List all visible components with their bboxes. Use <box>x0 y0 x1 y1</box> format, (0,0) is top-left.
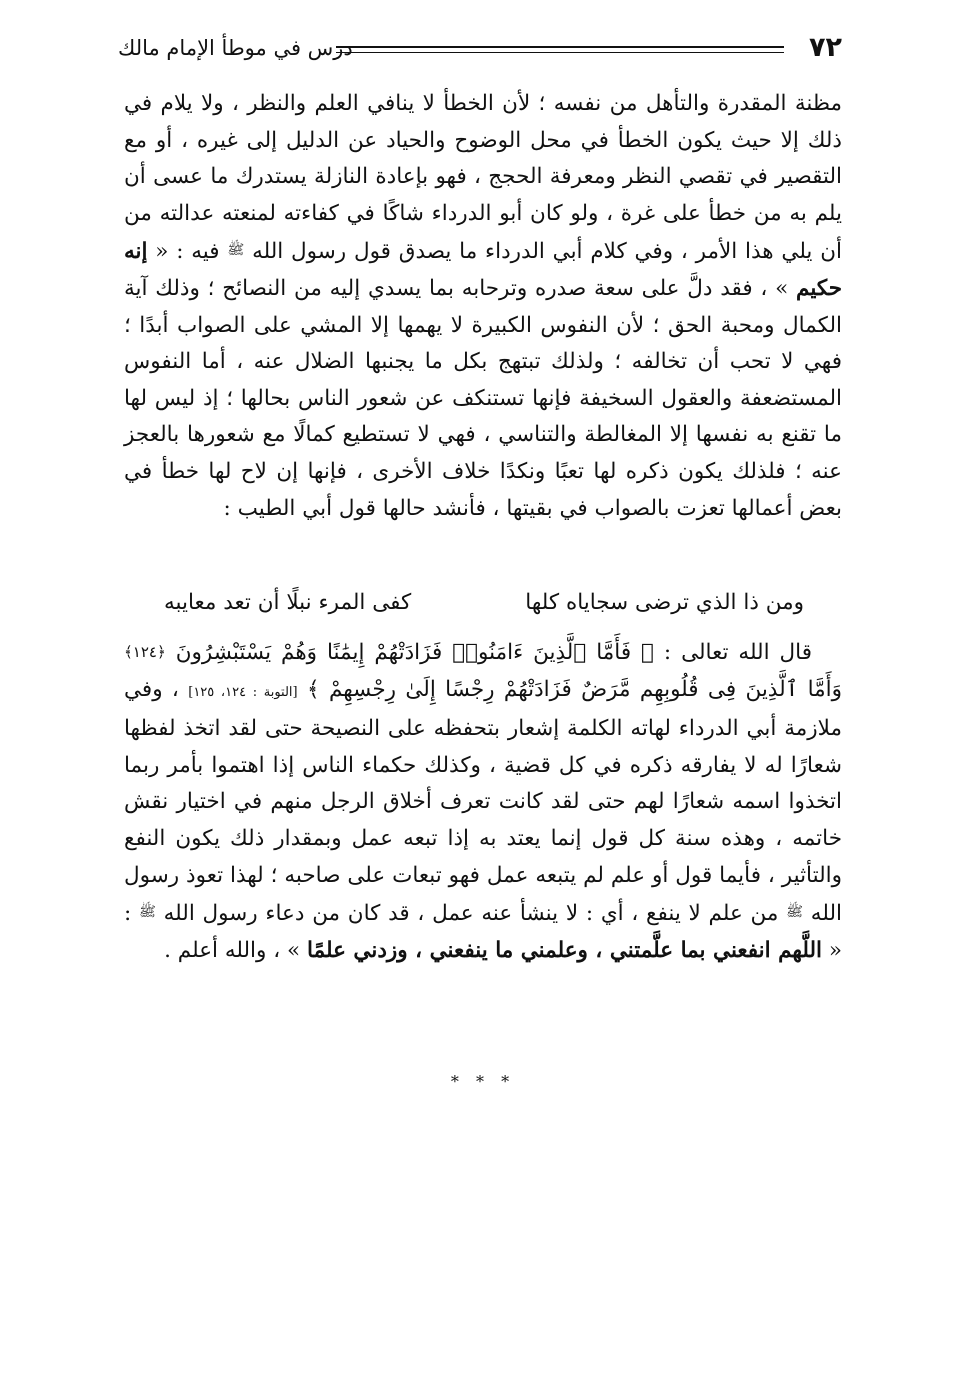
verse-reference: [التوبة : ١٢٤، ١٢٥] <box>188 684 298 700</box>
quran-verse: وَأَمَّا ٱلَّذِينَ فِى قُلُوبِهِم مَّرَضٌ فَزَادَتْهُمْ رِجْسًا إِلَىٰ رِجْسِهِمْ <box>328 676 843 702</box>
poetry-hemistich-first: ومن ذا الذي ترضى سجاياه كلها <box>525 590 804 615</box>
paragraph-1 <box>124 86 842 527</box>
quran-verse: فَأَمَّا ٱلَّذِينَ ءَامَنُوا۟ فَزَادَتْهُمْ إِيمَٰنًا وَهُمْ يَسْتَبْشِرُونَ <box>175 640 632 665</box>
hadith-quote: اللَّهم انفعني بما علَّمتني ، وعلمني ما ينفعني ، وزدني علمًا <box>307 937 822 963</box>
text-run: » ، فقد دلَّ على سعة صدره وترحابه بما يسدي إليه من النصائح ؛ وذلك آية الكمال ومحبة الحق ؛ لأن النفوس الكبيرة لا يهمها إلا المشي على الصواب أبدًا ؛ فهي لا تحب أن تخالفه ؛ ولذلك تبتهج بكل ما يجنبها الضلال عنه ، أما النفوس المستضعفة والعقول السخيفة فإنها تستنكف عن شعور الناس بحالها ؛ إذ ليس لها ما تقنع به نفسها إلا المغالطة والتناسي ، فهي لا تستطيع كمالًا مع شعورها بالعجز عنه ؛ فلذلك يكون ذكره لها تعبًا ونكدًا خلاف الأخرى ، فإنها إن لاح لها خطأ في بعض أعمالها تعزت بالصواب في بقيتها ، فأنشد حالها قول أبي الطيب : <box>124 275 842 521</box>
text-run: فيه : « <box>155 239 220 265</box>
paragraph-2-text <box>124 634 842 969</box>
text-run: ﴾ <box>306 676 320 702</box>
text-run: مظنة المقدرة والتأهل من نفسه ؛ لأن الخطأ لا ينافي العلم والنظر ، ولا يلام في ذلك إلا حيث يكون الخطأ في محل الوضوح والحياد عن الدليل إلى غيره ، أو مع التقصير في تقصي النظر ومعرفة الحجج ، فهو بإعادة النازلة يستدرك ما عسى أن يلم به من خطأ على غرة ، ولو كان أبو الدرداء شاكًا في كفاءته لمنعته عدالته من أن يلي هذا الأمر ، وفي كلام أبي الدرداء ما يصدق قول رسول الله <box>124 91 842 265</box>
page-header <box>118 30 842 70</box>
paragraph-2 <box>124 634 842 969</box>
text-run: » ، والله أعلم . <box>164 937 301 963</box>
salutation-mark: ﷺ <box>227 242 245 259</box>
text-run: ، وفي ملازمة أبي الدرداء لهاته الكلمة إشعار بتحفظه على النصيحة حتى لقد اتخذ لفظها شعارًا له لا يفارقه ذكره في كل قضية ، وكذلك حكماء الناس إذا اهتموا بأمر ربما اتخذوا اسمه شعارًا لهم حتى لقد كانت تعرف أخلاق الرجل منهم في اختيار نقش خاتمه ، وهذه سنة كل قول إنما يعتد به إذا تبعه عمل وبمقدار ذلك يكون النفع والتأثير ، فأيما قول أو علم لم يتبعه عمل فهو تبعات على صاحبه ؛ لهذا تعوذ رسول الله <box>124 676 842 927</box>
text-run: قال الله تعالى : ﴿ <box>641 640 812 665</box>
header-rule <box>336 46 784 53</box>
salutation-mark: ﷺ <box>138 904 156 921</box>
text-run: : « <box>124 901 842 963</box>
ayah-number-mark: ﴿١٢٤﴾ <box>124 643 166 661</box>
salutation-mark: ﷺ <box>786 904 804 921</box>
poetry-verse <box>164 590 804 624</box>
paragraph-1-text <box>124 86 842 527</box>
running-title: درس في موطأ الإمام مالك <box>118 36 353 60</box>
hadith-quote: إنه حكيم <box>124 239 842 301</box>
section-separator: * * * <box>450 1072 516 1091</box>
page-number: ٧٢ <box>809 32 842 63</box>
poetry-hemistich-second: كفى المرء نبلًا أن تعد معايبه <box>164 590 412 615</box>
text-run: من علم لا ينفع ، أي : لا ينشأ عنه عمل ، قد كان من دعاء رسول الله <box>163 901 779 927</box>
